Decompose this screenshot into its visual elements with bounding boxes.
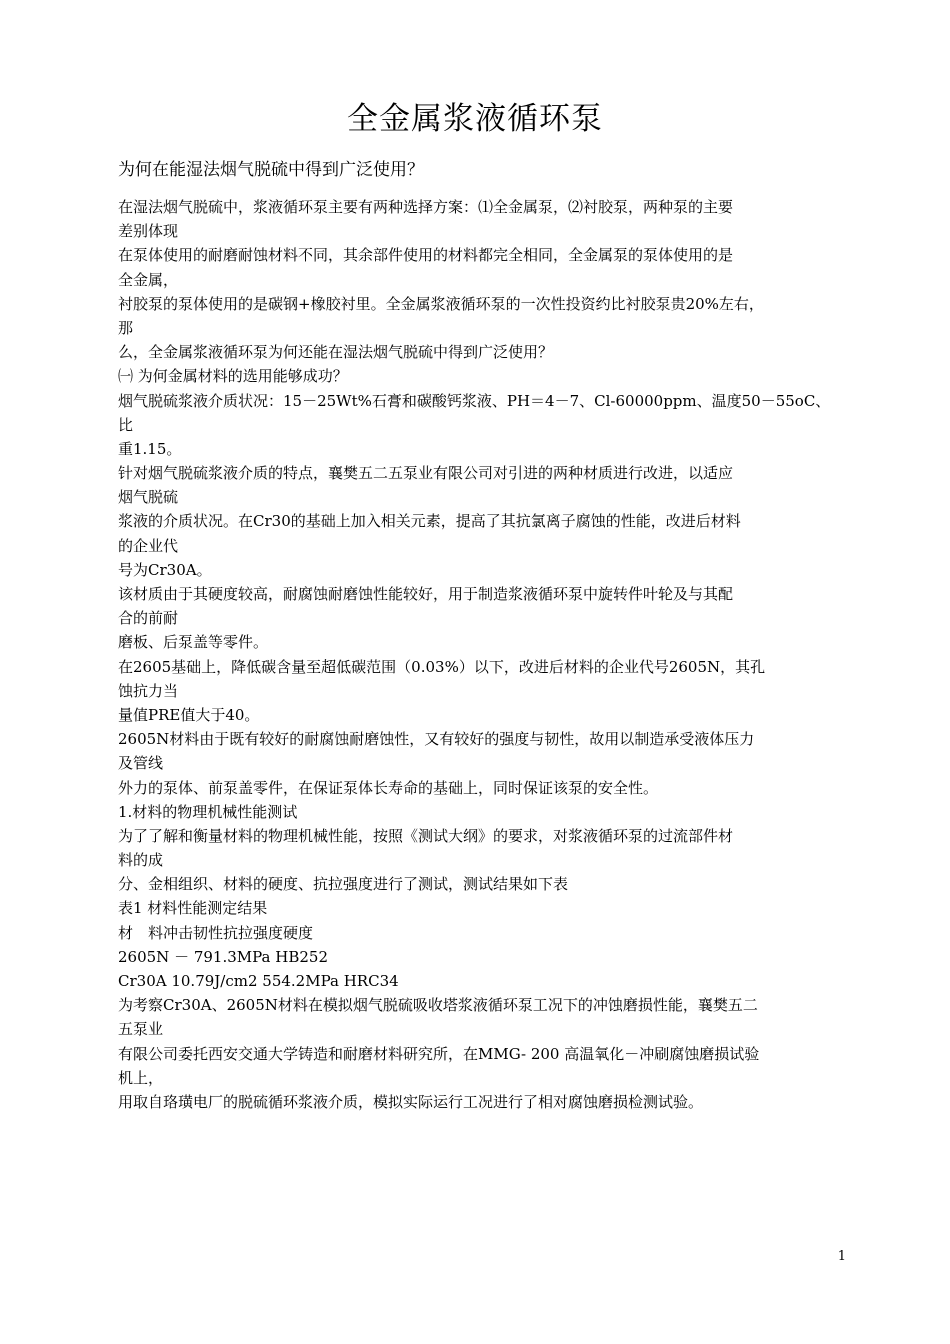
- text-line: 合的前耐: [118, 609, 179, 628]
- text-line: 在湿法烟气脱硫中，浆液循环泵主要有两种选择方案：⑴全金属泵，⑵衬胶泵，两种泵的主要: [118, 198, 734, 216]
- text-line: 有限公司委托西安交通大学铸造和耐磨材料研究所，在MMG- 200 高温氧化－冲刷腐蚀磨损试验: [118, 1044, 760, 1063]
- text-line: 比: [118, 415, 134, 434]
- text-line: 全金属，: [118, 270, 179, 289]
- text-line: 分、金相组织、材料的硬度、抗拉强度进行了测试，测试结果如下表: [118, 875, 569, 894]
- text-line: 在泵体使用的耐磨耐蚀材料不同，其余部件使用的材料都完全相同，全金属泵的泵体使用的是: [118, 246, 734, 265]
- document-subtitle: 为何在能湿法烟气脱硫中得到广泛使用？: [118, 160, 424, 180]
- text-line: 在2605基础上，降低碳含量至超低碳范围（0.03%）以下，改进后材料的企业代号2605N，其孔: [118, 657, 766, 676]
- text-line: ㈠ 为何金属材料的选用能够成功？: [118, 367, 348, 386]
- text-line: 衬胶泵的泵体使用的是碳钢+橡胶衬里。全金属浆液循环泵的一次性投资约比衬胶泵贵20%左右，: [118, 294, 764, 313]
- text-line: 么，全金属浆液循环泵为何还能在湿法烟气脱硫中得到广泛使用？: [118, 343, 554, 362]
- text-line: 磨板、后泵盖等零件。: [118, 633, 269, 652]
- text-line: 表1 材料性能测定结果: [118, 899, 268, 918]
- text-line: 重1.15。: [118, 439, 182, 458]
- text-line: 烟气脱硫: [118, 488, 179, 507]
- text-line: 用取自珞璜电厂的脱硫循环浆液介质，模拟实际运行工况进行了相对腐蚀磨损检测试验。: [118, 1092, 704, 1111]
- page-number: 1: [837, 1249, 846, 1264]
- text-line: 材 料冲击韧性抗拉强度硬度: [118, 923, 314, 942]
- text-line: 2605N － 791.3MPa HB252: [118, 947, 329, 966]
- text-line: 1.材料的物理机械性能测试: [118, 802, 298, 821]
- text-line: 为考察Cr30A、2605N材料在模拟烟气脱硫吸收塔浆液循环泵工况下的冲蚀磨损性能，襄樊五二: [118, 996, 758, 1015]
- text-line: 机上，: [118, 1068, 164, 1087]
- text-line: 烟气脱硫浆液介质状况：15－25Wt%石膏和碳酸钙浆液、PH＝4－7、Cl-60000ppm、温度50－55oC、: [118, 391, 831, 410]
- text-line: 2605N材料由于既有较好的耐腐蚀耐磨蚀性，又有较好的强度与韧性，故用以制造承受液体压力: [118, 730, 755, 749]
- text-line: 外力的泵体、前泵盖零件，在保证泵体长寿命的基础上，同时保证该泵的安全性。: [118, 778, 659, 797]
- text-line: 及管线: [118, 754, 164, 773]
- text-line: 浆液的介质状况。在Cr30的基础上加入相关元素，提高了其抗氯离子腐蚀的性能，改进后材料: [118, 512, 741, 531]
- text-line: Cr30A 10.79J/cm2 554.2MPa HRC34: [118, 972, 399, 990]
- text-line: 的企业代: [118, 536, 179, 555]
- text-line: 量值PRE值大于40。: [118, 705, 260, 724]
- text-line: 为了了解和衡量材料的物理机械性能，按照《测试大纲》的要求，对浆液循环泵的过流部件材: [118, 826, 734, 845]
- text-line: 料的成: [118, 851, 164, 870]
- document-title: 全金属浆液循环泵: [347, 101, 603, 137]
- text-line: 蚀抗力当: [118, 681, 179, 700]
- text-line: 那: [118, 318, 134, 337]
- document-body: [118, 195, 846, 1114]
- text-line: 五泵业: [118, 1020, 164, 1039]
- text-line: 针对烟气脱硫浆液介质的特点，襄樊五二五泵业有限公司对引进的两种材质进行改进，以适应: [118, 464, 734, 483]
- text-line: 号为Cr30A。: [118, 560, 212, 579]
- text-line: 该材质由于其硬度较高，耐腐蚀耐磨蚀性能较好，用于制造浆液循环泵中旋转件叶轮及与其配: [118, 585, 734, 603]
- text-line: 差别体现: [118, 222, 179, 241]
